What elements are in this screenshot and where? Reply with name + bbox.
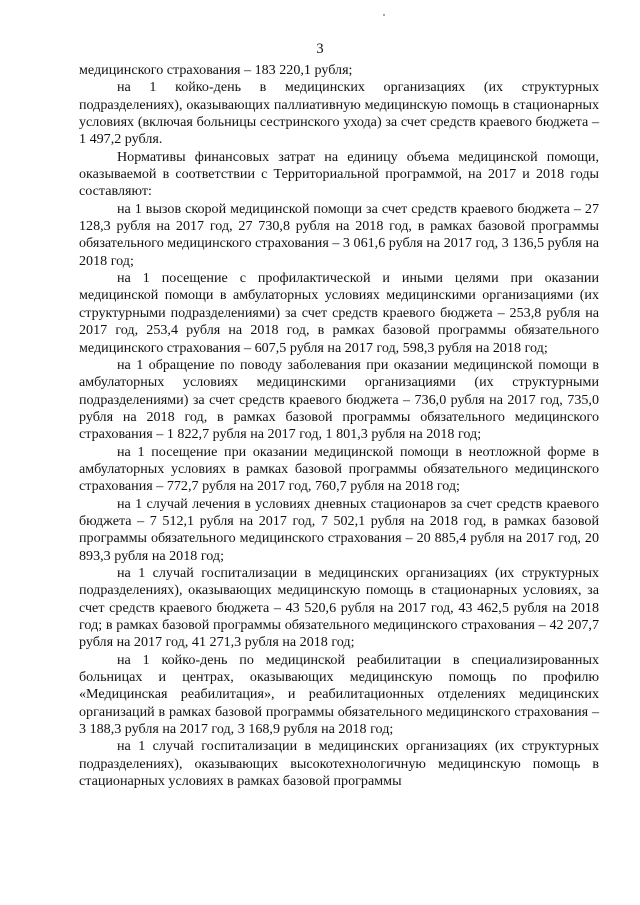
paragraph-continuation: медицинского страхования – 183 220,1 рубля; — [79, 62, 353, 78]
paragraph-high-tech-hospitalization: на 1 случай госпитализации в медицинских организациях (их структурных подразделениях), оказывающих высокотехнологичную медицинскую помощь в стационарных условиях в рамках базовой программы — [79, 738, 599, 790]
scan-speck — [383, 14, 385, 16]
page-number: 3 — [316, 41, 324, 57]
document-body — [79, 62, 599, 790]
paragraph-rehabilitation-bed-day: на 1 койко-день по медицинской реабилитации в специализированных больницах и центрах, оказывающих медицинскую помощь по профилю «Медицинская реабилитация», и реабилитационных отделениях медицинских организаций в рамках базовой программы обязательного медицинского страхования – 3 188,3 рубля на 2017 год, 3 168,9 рубля на 2018 год; — [79, 651, 599, 738]
paragraph-palliative-bed-day: на 1 койко-день в медицинских организациях (их структурных подразделениях), оказывающих паллиативную медицинскую помощь в стационарных условиях (включая больницы сестринского ухода) за счет средств краевого бюджета – 1 497,2 рубля. — [79, 79, 599, 148]
paragraph-hospitalization: на 1 случай госпитализации в медицинских организациях (их структурных подразделениях), оказывающих медицинскую помощь в стационарных условиях, за счет средств краевого бюджета – 43 520,6 рубля на 2017 год, 43 462,5 рубля на 2018 год; в рамках базовой программы обязательного медицинского страхования – 42 207,7 рубля на 2017 год, 41 271,3 рубля на 2018 год; — [79, 564, 599, 651]
paragraph-normatives-intro: Нормативы финансовых затрат на единицу объема медицинской помощи, оказываемой в соответствии с Территориальной программой, на 2017 и 2018 годы составляют: — [79, 148, 599, 200]
paragraph-day-hospital: на 1 случай лечения в условиях дневных стационаров за счет средств краевого бюджета – 7 512,1 рубля на 2017 год, 7 502,1 рубля на 2018 год, в рамках базовой программы обязательного медицинского страхования – 20 885,4 рубля на 2017 год, 20 893,3 рубля на 2018 год; — [79, 495, 599, 564]
paragraph-urgent-visit: на 1 посещение при оказании медицинской помощи в неотложной форме в амбулаторных условиях в рамках базовой программы обязательного медицинского страхования – 772,7 рубля на 2017 год, 760,7 рубля на 2018 год; — [79, 443, 599, 495]
paragraph-disease-appeal: на 1 обращение по поводу заболевания при оказании медицинской помощи в амбулаторных условиях медицинскими организациями (их структурными подразделениями) за счет средств краевого бюджета – 736,0 рубля на 2017 год, 735,0 рубля на 2018 год, в рамках базовой программы обязательного медицинского страхования – 1 822,7 рубля на 2017 год, 1 801,3 рубля на 2018 год; — [79, 356, 599, 443]
paragraph-preventive-visit: на 1 посещение с профилактической и иными целями при оказании медицинской помощи в амбулаторных условиях медицинскими организациями (их структурными подразделениями) за счет средств краевого бюджета – 253,8 рубля на 2017 год, 253,4 рубля на 2018 год, в рамках базовой программы обязательного медицинского страхования – 607,5 рубля на 2017 год, 598,3 рубля на 2018 год; — [79, 270, 599, 356]
paragraph-ambulance-call: на 1 вызов скорой медицинской помощи за счет средств краевого бюджета – 27 128,3 рубля на 2017 год, 27 730,8 рубля на 2018 год, в рамках базовой программы обязательного медицинского страхования – 3 061,6 рубля на 2017 год, 3 136,5 рубля на 2018 год; — [79, 200, 599, 269]
